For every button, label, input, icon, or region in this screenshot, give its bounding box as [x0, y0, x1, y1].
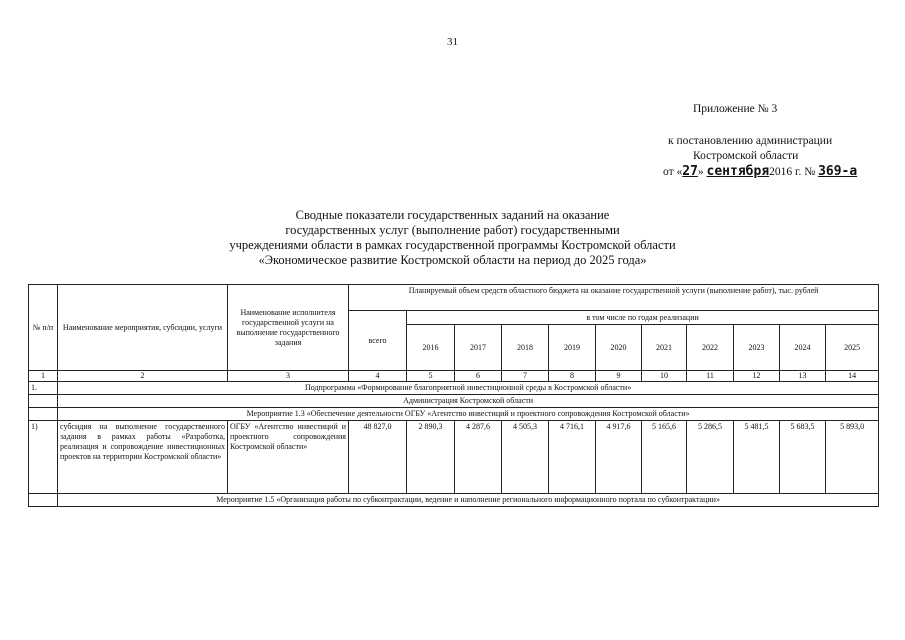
- column-number: 14: [826, 371, 879, 382]
- row-value: 5 683,5: [780, 421, 826, 494]
- date-prefix: от «: [663, 166, 683, 178]
- subprogram-title: Подпрограмма «Формирование благоприятной инвестиционной среды в Костромской области»: [58, 382, 879, 395]
- event-1-3-title: Мероприятие 1.3 «Обеспечение деятельности ОГБУ «Агентство инвестиций и проектного сопровождения Костромской области»: [58, 408, 879, 421]
- column-number: 8: [549, 371, 596, 382]
- column-number: 11: [687, 371, 734, 382]
- date-year: 2016 г. №: [769, 166, 816, 178]
- year-cell: 2018: [502, 325, 549, 371]
- appendix-title: Приложение № 3: [693, 103, 778, 115]
- row-name: субсидия на выполнение государственного задания в рамках работы «Разработка, реализация и сопровождение инвестиционных проектов на территории Костромской области»: [58, 421, 228, 494]
- year-cell: 2023: [734, 325, 780, 371]
- column-number: 13: [780, 371, 826, 382]
- header-num: № п/п: [29, 285, 58, 371]
- year-cell: 2021: [642, 325, 687, 371]
- date-day: 27: [682, 164, 698, 179]
- year-cell: 2019: [549, 325, 596, 371]
- header-budget: Планируемый объем средств областного бюджета на оказание государственной услуги (выполнение работ), тыс. рублей: [349, 285, 879, 311]
- year-cell: 2022: [687, 325, 734, 371]
- row-value: 5 893,0: [826, 421, 879, 494]
- title-line: Сводные показатели государственных заданий на оказание: [295, 208, 610, 222]
- row-value: 5 165,6: [642, 421, 687, 494]
- row-value: 5 481,5: [734, 421, 780, 494]
- administration-row: [29, 395, 879, 408]
- header-executor: Наименование исполнителя государственной услуги на выполнение государственного задания: [228, 285, 349, 371]
- empty-cell: [29, 494, 58, 507]
- row-value: 4 917,6: [596, 421, 642, 494]
- column-number: 6: [455, 371, 502, 382]
- table-row: [29, 421, 879, 494]
- year-cell: 2016: [407, 325, 455, 371]
- column-number: 5: [407, 371, 455, 382]
- column-number: 12: [734, 371, 780, 382]
- row-value: 2 890,3: [407, 421, 455, 494]
- decree-line-2: Костромской области: [693, 150, 799, 162]
- year-cell: 2017: [455, 325, 502, 371]
- header-row-1: [29, 285, 879, 311]
- column-number: 7: [502, 371, 549, 382]
- column-number: 3: [228, 371, 349, 382]
- row-value: 4 287,6: [455, 421, 502, 494]
- year-cell: 2020: [596, 325, 642, 371]
- title-line: государственных услуг (выполнение работ) государственными: [285, 223, 620, 237]
- row-value: 5 286,5: [687, 421, 734, 494]
- row-executor: ОГБУ «Агентство инвестиций и проектного сопровождения Костромской области»: [228, 421, 349, 494]
- page-number: 31: [447, 36, 458, 48]
- row-num: 1): [29, 421, 58, 494]
- decree-line-1: к постановлению администрации: [668, 135, 833, 147]
- date-mid: »: [697, 166, 704, 178]
- numbering-row: [29, 371, 879, 382]
- column-number: 1: [29, 371, 58, 382]
- event-1-3-row: [29, 408, 879, 421]
- event-1-5-row: [29, 494, 879, 507]
- row-value: 4 716,1: [549, 421, 596, 494]
- indicators-table: [28, 284, 879, 507]
- row-total: 48 827,0: [349, 421, 407, 494]
- column-number: 2: [58, 371, 228, 382]
- row-value: 4 505,3: [502, 421, 549, 494]
- administration-title: Администрация Костромской области: [58, 395, 879, 408]
- date-month: сентября: [706, 164, 770, 179]
- year-cell: 2025: [826, 325, 879, 371]
- event-1-5-title: Мероприятие 1.5 «Организация работы по субконтрактации, ведение и наполнение регионального информационного портала по субконтрактации»: [58, 494, 879, 507]
- column-number: 9: [596, 371, 642, 382]
- year-cell: 2024: [780, 325, 826, 371]
- column-number: 4: [349, 371, 407, 382]
- document-title: [0, 208, 905, 268]
- header-by-years: в том числе по годам реализации: [407, 311, 879, 325]
- column-number: 10: [642, 371, 687, 382]
- subprogram-row: [29, 382, 879, 395]
- header-total: всего: [349, 311, 407, 371]
- empty-cell: [29, 395, 58, 408]
- header-event: Наименование мероприятия, субсидии, услуги: [58, 285, 228, 371]
- decree-number: 369-а: [818, 164, 858, 179]
- decree-date-line: [663, 164, 857, 180]
- title-line: учреждениями области в рамках государственной программы Костромской области: [229, 238, 676, 252]
- title-line: «Экономическое развитие Костромской области на период до 2025 года»: [258, 253, 647, 267]
- subprogram-num: 1.: [29, 382, 58, 395]
- empty-cell: [29, 408, 58, 421]
